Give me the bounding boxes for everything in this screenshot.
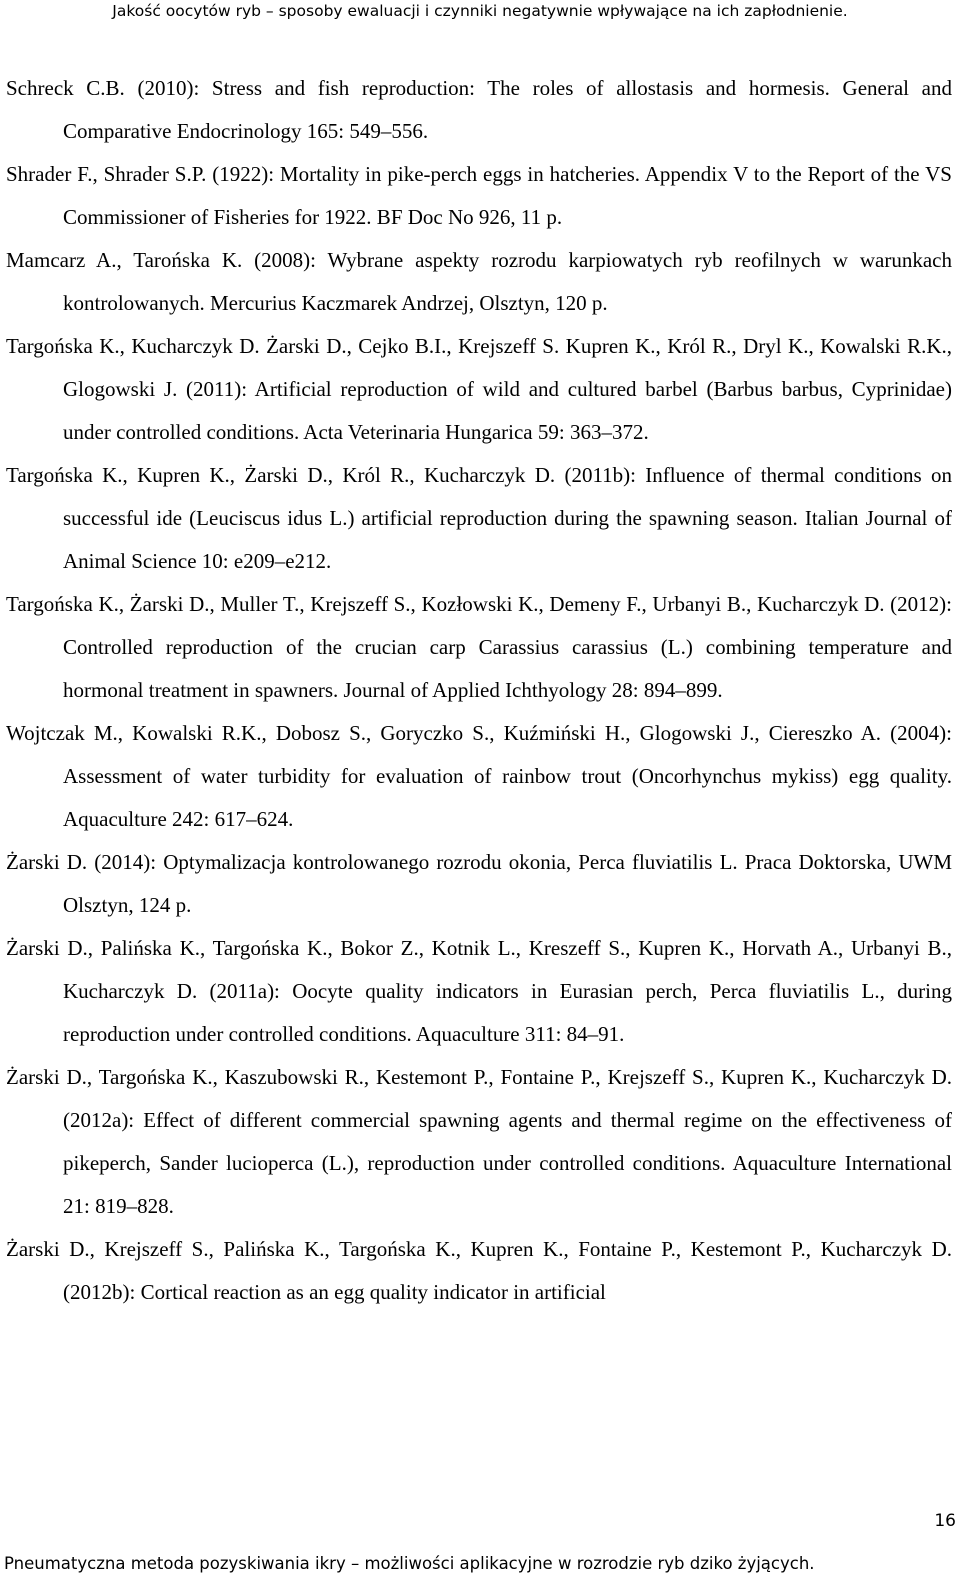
reference-item: Wojtczak M., Kowalski R.K., Dobosz S., Goryczko S., Kuźmiński H., Glogowski J., Ciereszko A. (2004): Assessment of water turbidity for evaluation of rainbow trout (Oncorhynchus mykiss) egg quality. Aquaculture 242: 617–624. (6, 721, 952, 831)
reference-item: Żarski D., Targońska K., Kaszubowski R., Kestemont P., Fontaine P., Krejszeff S., Kupren K., Kucharczyk D. (2012a): Effect of different commercial spawning agents and thermal regime on the effectiveness of pikeperch, Sander lucioperca (L.), reproduction under controlled conditions. Aquaculture International 21: 819–828. (6, 1065, 952, 1218)
reference-item: Żarski D., Palińska K., Targońska K., Bokor Z., Kotnik L., Kreszeff S., Kupren K., Horvath A., Urbanyi B., Kucharczyk D. (2011a): Oocyte quality indicators in Eurasian perch, Perca fluviatilis L., during reproduction under controlled conditions. Aquaculture 311: 84–91. (6, 936, 952, 1046)
running-footer: Pneumatyczna metoda pozyskiwania ikry – możliwości aplikacyjne w rozrodzie ryb dziko żyjących. (4, 1554, 815, 1573)
page-number: 16 (934, 1511, 956, 1531)
reference-item: Shrader F., Shrader S.P. (1922): Mortality in pike-perch eggs in hatcheries. Appendix V to the Report of the VS Commissioner of Fisheries for 1922. BF Doc No 926, 11 p. (6, 162, 952, 229)
reference-item: Żarski D. (2014): Optymalizacja kontrolowanego rozrodu okonia, Perca fluviatilis L. Praca Doktorska, UWM Olsztyn, 124 p. (6, 850, 952, 917)
running-header: Jakość oocytów ryb – sposoby ewaluacji i czynniki negatywnie wpływające na ich zapłodnienie. (112, 2, 848, 20)
reference-item: Targońska K., Żarski D., Muller T., Krejszeff S., Kozłowski K., Demeny F., Urbanyi B., Kucharczyk D. (2012): Controlled reproduction of the crucian carp Carassius carassius (L.) combining temperature and hormonal treatment in spawners. Journal of Applied Ichthyology 28: 894–899. (6, 592, 952, 702)
reference-list (6, 67, 952, 1314)
reference-item: Targońska K., Kucharczyk D. Żarski D., Cejko B.I., Krejszeff S. Kupren K., Król R., Dryl K., Kowalski R.K., Glogowski J. (2011): Artificial reproduction of wild and cultured barbel (Barbus barbus, Cyprinidae) under controlled conditions. Acta Veterinaria Hungarica 59: 363–372. (6, 334, 952, 444)
reference-item: Mamcarz A., Tarońska K. (2008): Wybrane aspekty rozrodu karpiowatych ryb reofilnych w warunkach kontrolowanych. Mercurius Kaczmarek Andrzej, Olsztyn, 120 p. (6, 248, 952, 315)
reference-item: Schreck C.B. (2010): Stress and fish reproduction: The roles of allostasis and hormesis. General and Comparative Endocrinology 165: 549–556. (6, 76, 952, 143)
reference-item: Żarski D., Krejszeff S., Palińska K., Targońska K., Kupren K., Fontaine P., Kestemont P., Kucharczyk D. (2012b): Cortical reaction as an egg quality indicator in artificial (6, 1237, 952, 1304)
reference-item: Targońska K., Kupren K., Żarski D., Król R., Kucharczyk D. (2011b): Influence of thermal conditions on successful ide (Leuciscus idus L.) artificial reproduction during the spawning season. Italian Journal of Animal Science 10: e209–e212. (6, 463, 952, 573)
